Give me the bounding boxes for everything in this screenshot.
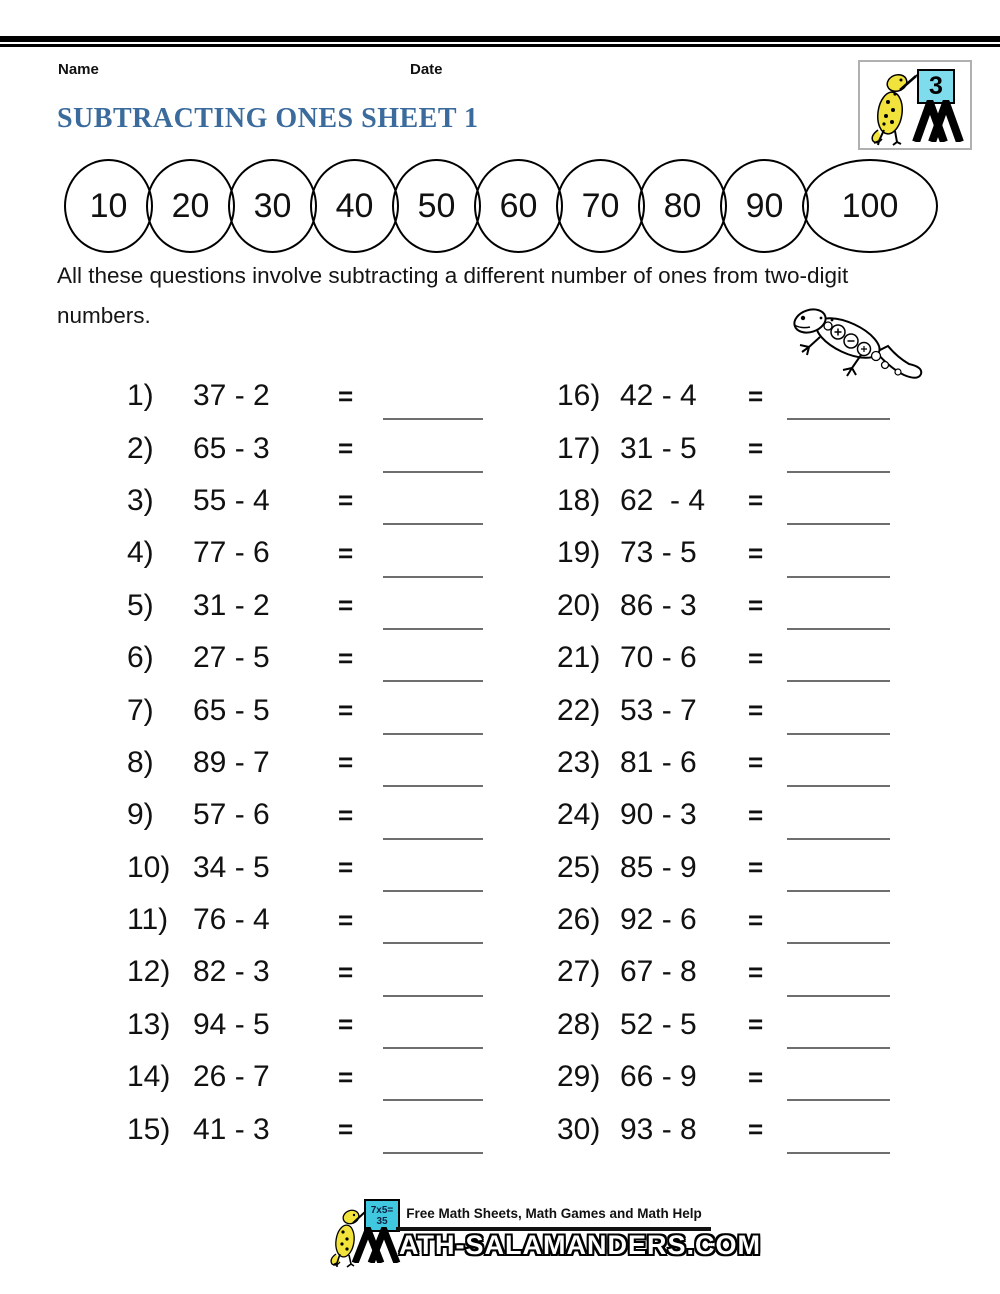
equals-sign: = (748, 485, 764, 516)
problem-row (557, 684, 890, 736)
answer-blank[interactable] (383, 1047, 483, 1049)
problem-number: 3) (127, 483, 154, 517)
answer-blank[interactable] (787, 680, 890, 682)
problem-expression: 67 - 8 (620, 955, 697, 989)
problem-expression: 65 - 3 (193, 431, 270, 465)
problem-expression: 31 - 2 (193, 588, 270, 622)
equals-sign: = (748, 1061, 764, 1092)
answer-blank[interactable] (787, 838, 890, 840)
answer-blank[interactable] (383, 680, 483, 682)
problem-expression: 34 - 5 (193, 850, 270, 884)
problem-expression: 26 - 7 (193, 1060, 270, 1094)
problem-number: 9) (127, 798, 154, 832)
equals-sign: = (748, 799, 764, 830)
problem-expression: 70 - 6 (620, 641, 697, 675)
equals-sign: = (748, 537, 764, 568)
problem-number: 19) (557, 536, 601, 570)
problem-expression: 27 - 5 (193, 641, 270, 675)
problem-number: 8) (127, 745, 154, 779)
equals-sign: = (748, 1114, 764, 1145)
equals-sign: = (338, 1061, 354, 1092)
equals-sign: = (338, 642, 354, 673)
answer-blank[interactable] (383, 733, 483, 735)
equals-sign: = (748, 695, 764, 726)
problem-row (127, 999, 483, 1051)
level-board: 3 (917, 69, 955, 104)
equals-sign: = (748, 433, 764, 464)
footer-board-line1: 7x5= (370, 1204, 394, 1216)
equals-sign: = (748, 747, 764, 778)
problem-row (127, 789, 483, 841)
problem-row (557, 894, 890, 946)
problem-row (557, 737, 890, 789)
problem-expression: 41 - 3 (193, 1112, 270, 1146)
equals-sign: = (338, 433, 354, 464)
problem-row (557, 842, 890, 894)
problem-row (557, 1051, 890, 1103)
answer-blank[interactable] (787, 890, 890, 892)
footer-m-logo-icon (352, 1227, 402, 1263)
problem-row (127, 1051, 483, 1103)
problem-number: 29) (557, 1060, 601, 1094)
answer-blank[interactable] (787, 471, 890, 473)
problem-expression: 93 - 8 (620, 1112, 697, 1146)
instructions-text: All these questions involve subtracting a different number of ones from two-digit numbers. (57, 263, 849, 328)
problem-expression: 85 - 9 (620, 850, 697, 884)
problem-expression: 52 - 5 (620, 1007, 697, 1041)
number-oval: 60 (474, 159, 563, 253)
equals-sign: = (338, 485, 354, 516)
problem-number: 20) (557, 588, 601, 622)
problem-number: 10) (127, 850, 171, 884)
answer-blank[interactable] (787, 785, 890, 787)
problem-number: 22) (557, 693, 601, 727)
problem-row (557, 580, 890, 632)
problem-expression: 42 - 4 (620, 379, 697, 413)
problem-number: 2) (127, 431, 154, 465)
problem-number: 21) (557, 641, 601, 675)
footer-site-text: ATH-SALAMANDERS.COM (399, 1230, 761, 1260)
problem-number: 15) (127, 1112, 171, 1146)
problem-expression: 37 - 2 (193, 379, 270, 413)
equals-sign: = (338, 590, 354, 621)
problem-row (127, 475, 483, 527)
answer-blank[interactable] (787, 1047, 890, 1049)
problem-row (557, 527, 890, 579)
problem-number: 4) (127, 536, 154, 570)
header-rule (0, 36, 1000, 47)
problem-expression: 53 - 7 (620, 693, 697, 727)
problem-expression: 31 - 5 (620, 431, 697, 465)
equals-sign: = (748, 380, 764, 411)
problem-row (557, 475, 890, 527)
problem-expression: 92 - 6 (620, 903, 697, 937)
problem-row (557, 946, 890, 998)
answer-blank[interactable] (787, 995, 890, 997)
problem-expression: 57 - 6 (193, 798, 270, 832)
problem-row (557, 999, 890, 1051)
page-title: SUBTRACTING ONES SHEET 1 (57, 103, 479, 134)
problem-row (127, 946, 483, 998)
problem-number: 13) (127, 1007, 171, 1041)
equals-sign: = (338, 904, 354, 935)
answer-blank[interactable] (787, 628, 890, 630)
number-oval: 90 (720, 159, 809, 253)
problem-row (127, 894, 483, 946)
footer-tagline: Free Math Sheets, Math Games and Math Help (406, 1206, 702, 1221)
equals-sign: = (748, 852, 764, 883)
number-oval: 20 (146, 159, 235, 253)
problem-row (127, 1103, 483, 1155)
problem-number: 5) (127, 588, 154, 622)
problem-row (127, 684, 483, 736)
answer-blank[interactable] (383, 418, 483, 420)
answer-blank[interactable] (383, 628, 483, 630)
answer-blank[interactable] (787, 576, 890, 578)
problem-row (127, 632, 483, 684)
problem-row (557, 370, 890, 422)
equals-sign: = (338, 1009, 354, 1040)
number-oval: 100 (802, 159, 938, 253)
problem-expression: 82 - 3 (193, 955, 270, 989)
equals-sign: = (748, 904, 764, 935)
problem-expression: 89 - 7 (193, 745, 270, 779)
equals-sign: = (338, 956, 354, 987)
answer-blank[interactable] (383, 471, 483, 473)
problem-number: 17) (557, 431, 601, 465)
problems-column-left (127, 370, 483, 1156)
problems-column-right (557, 370, 890, 1156)
problem-expression: 73 - 5 (620, 536, 697, 570)
problem-number: 26) (557, 903, 601, 937)
problem-row (557, 422, 890, 474)
equals-sign: = (338, 1114, 354, 1145)
equals-sign: = (338, 799, 354, 830)
problem-number: 12) (127, 955, 171, 989)
answer-blank[interactable] (787, 418, 890, 420)
equals-sign: = (338, 747, 354, 778)
problem-number: 18) (557, 483, 601, 517)
problem-expression: 62 - 4 (620, 483, 706, 517)
problem-expression: 66 - 9 (620, 1060, 697, 1094)
problem-number: 6) (127, 641, 154, 675)
problem-row (127, 422, 483, 474)
number-oval: 10 (64, 159, 153, 253)
answer-blank[interactable] (383, 523, 483, 525)
date-label: Date (410, 61, 443, 78)
problem-expression: 65 - 5 (193, 693, 270, 727)
answer-blank[interactable] (787, 942, 890, 944)
problem-expression: 76 - 4 (193, 903, 270, 937)
problem-row (127, 527, 483, 579)
problem-number: 23) (557, 745, 601, 779)
problem-row (557, 1103, 890, 1155)
problem-row (557, 632, 890, 684)
answer-blank[interactable] (787, 733, 890, 735)
answer-blank[interactable] (787, 1099, 890, 1101)
number-oval: 70 (556, 159, 645, 253)
answer-blank[interactable] (383, 890, 483, 892)
m-logo-icon (912, 100, 964, 142)
problem-number: 16) (557, 379, 601, 413)
answer-blank[interactable] (383, 942, 483, 944)
problem-number: 24) (557, 798, 601, 832)
problem-number: 27) (557, 955, 601, 989)
problem-expression: 86 - 3 (620, 588, 697, 622)
problem-expression: 90 - 3 (620, 798, 697, 832)
equals-sign: = (338, 852, 354, 883)
number-oval: 80 (638, 159, 727, 253)
answer-blank[interactable] (787, 523, 890, 525)
problem-expression: 77 - 6 (193, 536, 270, 570)
answer-blank[interactable] (383, 785, 483, 787)
equals-sign: = (748, 642, 764, 673)
problem-number: 11) (127, 903, 169, 937)
problem-row (127, 842, 483, 894)
level-badge-box (858, 60, 972, 150)
answer-blank[interactable] (383, 995, 483, 997)
equals-sign: = (338, 380, 354, 411)
problem-number: 7) (127, 693, 154, 727)
equals-sign: = (748, 956, 764, 987)
problem-expression: 81 - 6 (620, 745, 697, 779)
problem-number: 28) (557, 1007, 601, 1041)
name-label: Name (58, 61, 99, 78)
equals-sign: = (338, 537, 354, 568)
answer-blank[interactable] (383, 1152, 483, 1154)
number-oval: 30 (228, 159, 317, 253)
problem-row (127, 580, 483, 632)
answer-blank[interactable] (383, 838, 483, 840)
equals-sign: = (748, 590, 764, 621)
problem-number: 25) (557, 850, 601, 884)
number-oval: 40 (310, 159, 399, 253)
number-track (64, 160, 931, 252)
problem-row (127, 737, 483, 789)
problem-row (557, 789, 890, 841)
footer-board-line2: 35 (376, 1215, 388, 1227)
problem-row (127, 370, 483, 422)
answer-blank[interactable] (383, 576, 483, 578)
problem-number: 14) (127, 1060, 171, 1094)
footer-logo (326, 1196, 766, 1282)
equals-sign: = (748, 1009, 764, 1040)
problem-expression: 55 - 4 (193, 483, 270, 517)
number-oval: 50 (392, 159, 481, 253)
answer-blank[interactable] (383, 1099, 483, 1101)
problem-expression: 94 - 5 (193, 1007, 270, 1041)
answer-blank[interactable] (787, 1152, 890, 1154)
problem-number: 1) (127, 379, 154, 413)
equals-sign: = (338, 695, 354, 726)
problem-number: 30) (557, 1112, 601, 1146)
